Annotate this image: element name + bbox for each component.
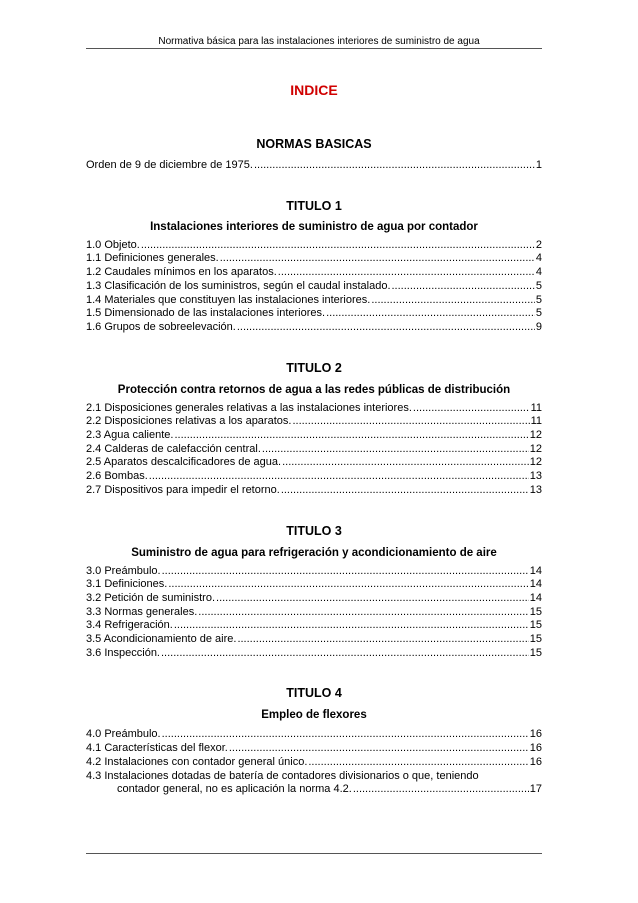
toc-leader-dots — [229, 742, 529, 756]
titulo-2-heading: TITULO 2 — [286, 360, 342, 375]
toc-entry[interactable] — [86, 415, 542, 429]
toc-entry-page: 16 — [529, 728, 542, 741]
toc-entry[interactable] — [86, 606, 542, 620]
toc-entry[interactable] — [86, 592, 542, 606]
toc-entry[interactable] — [86, 633, 542, 647]
toc-entry-page: 15 — [529, 605, 542, 618]
toc-entry-label: 1.1 Definiciones generales. — [86, 252, 219, 265]
toc-leader-dots — [237, 633, 528, 647]
running-header: Normativa básica para las instalaciones interiores de suministro de agua — [158, 36, 480, 47]
toc-entry[interactable] — [86, 756, 542, 770]
toc-entry-label: 3.2 Petición de suministro. — [86, 591, 216, 604]
toc-entry[interactable] — [86, 294, 542, 308]
toc-entry-label: 2.6 Bombas. — [86, 470, 148, 483]
toc-entry-label-line2: contador general, no es aplicación la norma 4.2. — [117, 783, 352, 796]
toc-entry-label: Orden de 9 de diciembre de 1975. — [86, 159, 253, 171]
normas-basicas-title: NORMAS BASICAS — [256, 137, 372, 151]
toc-entry-page: 16 — [529, 755, 542, 768]
toc-leader-dots — [282, 456, 529, 470]
toc-entry-page: 17 — [529, 783, 542, 796]
toc-entry-page: 14 — [529, 564, 542, 577]
toc-entry-label: 1.3 Clasificación de los suministros, según el caudal instalado. — [86, 279, 391, 292]
titulo-1-subtitle: Instalaciones interiores de suministro de agua por contador — [150, 220, 478, 233]
toc-entry-page: 11 — [530, 401, 542, 414]
index-title: INDICE — [290, 82, 338, 98]
toc-leader-dots — [174, 619, 529, 633]
toc-entry-multiline[interactable] — [86, 770, 542, 797]
toc-leader-dots — [162, 565, 529, 579]
toc-entry[interactable] — [86, 443, 542, 457]
toc-entry[interactable] — [86, 742, 542, 756]
toc-leader-dots — [278, 266, 535, 280]
toc-leader-dots — [392, 280, 535, 294]
titulo-3-entries — [86, 565, 542, 661]
toc-entry-label: 4.0 Preámbulo. — [86, 728, 161, 741]
toc-entry-label: 3.5 Acondicionamiento de aire. — [86, 633, 237, 646]
toc-leader-dots — [149, 470, 529, 484]
toc-entry-page: 15 — [529, 633, 542, 646]
toc-entry-label: 1.2 Caudales mínimos en los aparatos. — [86, 266, 277, 279]
toc-leader-dots — [308, 756, 528, 770]
toc-entry-page: 12 — [529, 429, 542, 442]
toc-entry-label: 1.5 Dimensionado de las instalaciones interiores. — [86, 307, 326, 320]
toc-entry[interactable] — [86, 159, 542, 173]
toc-entry-label-line1: 4.3 Instalaciones dotadas de batería de contadores divisionarios o que, teniendo — [86, 769, 479, 782]
toc-entry-page: 12 — [529, 442, 542, 455]
toc-leader-dots — [216, 592, 529, 606]
titulo-3-subtitle: Suministro de agua para refrigeración y acondicionamiento de aire — [131, 546, 497, 559]
toc-entry[interactable] — [86, 429, 542, 443]
toc-entry-page: 5 — [535, 307, 542, 320]
toc-leader-dots — [237, 321, 535, 335]
toc-leader-dots — [141, 239, 535, 253]
toc-leader-dots — [292, 415, 529, 429]
titulo-1-heading: TITULO 1 — [286, 198, 342, 213]
toc-leader-dots — [353, 783, 529, 797]
toc-leader-dots — [162, 728, 529, 742]
toc-entry-page: 11 — [530, 415, 542, 428]
toc-entry-label: 2.3 Agua caliente. — [86, 429, 174, 442]
toc-leader-dots — [161, 647, 529, 661]
toc-entry-page: 1 — [535, 159, 542, 171]
toc-entry[interactable] — [86, 578, 542, 592]
titulo-2-subtitle: Protección contra retornos de agua a las redes públicas de distribución — [117, 383, 511, 396]
toc-entry-page: 2 — [535, 238, 542, 251]
toc-entry[interactable] — [86, 321, 542, 335]
toc-leader-dots — [174, 429, 528, 443]
toc-leader-dots — [371, 294, 535, 308]
toc-entry-page: 14 — [529, 578, 542, 591]
toc-leader-dots — [198, 606, 528, 620]
table-of-contents — [86, 82, 542, 797]
toc-entry[interactable] — [86, 619, 542, 633]
toc-leader-dots — [281, 484, 529, 498]
toc-entry-label: 1.0 Objeto. — [86, 238, 140, 251]
toc-entry-page: 4 — [535, 252, 542, 265]
toc-entry-page: 5 — [535, 279, 542, 292]
toc-entry-label: 2.7 Dispositivos para impedir el retorno. — [86, 483, 280, 496]
toc-entry[interactable] — [86, 252, 542, 266]
toc-entry-continuation — [86, 783, 542, 797]
toc-entry-label: 3.1 Definiciones. — [86, 578, 168, 591]
toc-entry[interactable] — [86, 647, 542, 661]
header-rule — [86, 48, 542, 49]
toc-leader-dots — [262, 443, 529, 457]
titulo-1-entries — [86, 239, 542, 335]
toc-entry-page: 4 — [535, 266, 542, 279]
toc-leader-dots — [413, 402, 530, 416]
toc-entry[interactable] — [86, 307, 542, 321]
toc-entry-page: 15 — [529, 646, 542, 659]
toc-entry-label: 1.6 Grupos de sobreelevación. — [86, 320, 236, 333]
toc-entry-label: 4.2 Instalaciones con contador general único. — [86, 755, 308, 768]
toc-entry-label: 2.2 Disposiciones relativas a los aparatos. — [86, 415, 292, 428]
toc-entry-label: 4.1 Características del flexor. — [86, 742, 228, 755]
toc-entry-page: 16 — [529, 742, 542, 755]
footer-rule — [86, 853, 542, 854]
toc-entry-page: 9 — [535, 320, 542, 333]
toc-entry-label: 3.0 Preámbulo. — [86, 564, 161, 577]
toc-entry[interactable] — [86, 470, 542, 484]
titulo-4-subtitle: Empleo de flexores — [261, 709, 367, 722]
toc-leader-dots — [326, 307, 535, 321]
toc-entry[interactable] — [86, 456, 542, 470]
titulo-2-entries — [86, 402, 542, 498]
toc-leader-dots — [254, 159, 535, 173]
toc-entry-label: 3.3 Normas generales. — [86, 605, 198, 618]
toc-entry-label: 2.4 Calderas de calefacción central. — [86, 442, 261, 455]
toc-entry[interactable] — [86, 565, 542, 579]
toc-entry-page: 13 — [529, 483, 542, 496]
titulo-4-entries — [86, 728, 542, 797]
toc-entry-page: 13 — [529, 470, 542, 483]
toc-entry[interactable] — [86, 266, 542, 280]
toc-entry-page: 5 — [535, 293, 542, 306]
toc-entry-page: 15 — [529, 619, 542, 632]
toc-entry[interactable] — [86, 239, 542, 253]
titulo-4-heading: TITULO 4 — [286, 686, 342, 701]
toc-entry-page: 14 — [529, 591, 542, 604]
toc-entry-label: 2.1 Disposiciones generales relativas a las instalaciones interiores. — [86, 401, 412, 414]
toc-entry-label: 1.4 Materiales que constituyen las instalaciones interiores. — [86, 293, 371, 306]
toc-entry-label: 2.5 Aparatos descalcificadores de agua. — [86, 456, 282, 469]
toc-entry-page: 12 — [529, 456, 542, 469]
toc-leader-dots — [220, 252, 535, 266]
toc-entry-label: 3.6 Inspección. — [86, 646, 160, 659]
toc-entry[interactable] — [86, 280, 542, 294]
toc-entry[interactable] — [86, 728, 542, 742]
toc-entry[interactable] — [86, 484, 542, 498]
toc-entry-label: 3.4 Refrigeración. — [86, 619, 173, 632]
toc-entry[interactable] — [86, 402, 542, 416]
toc-leader-dots — [168, 578, 528, 592]
titulo-3-heading: TITULO 3 — [286, 523, 342, 538]
